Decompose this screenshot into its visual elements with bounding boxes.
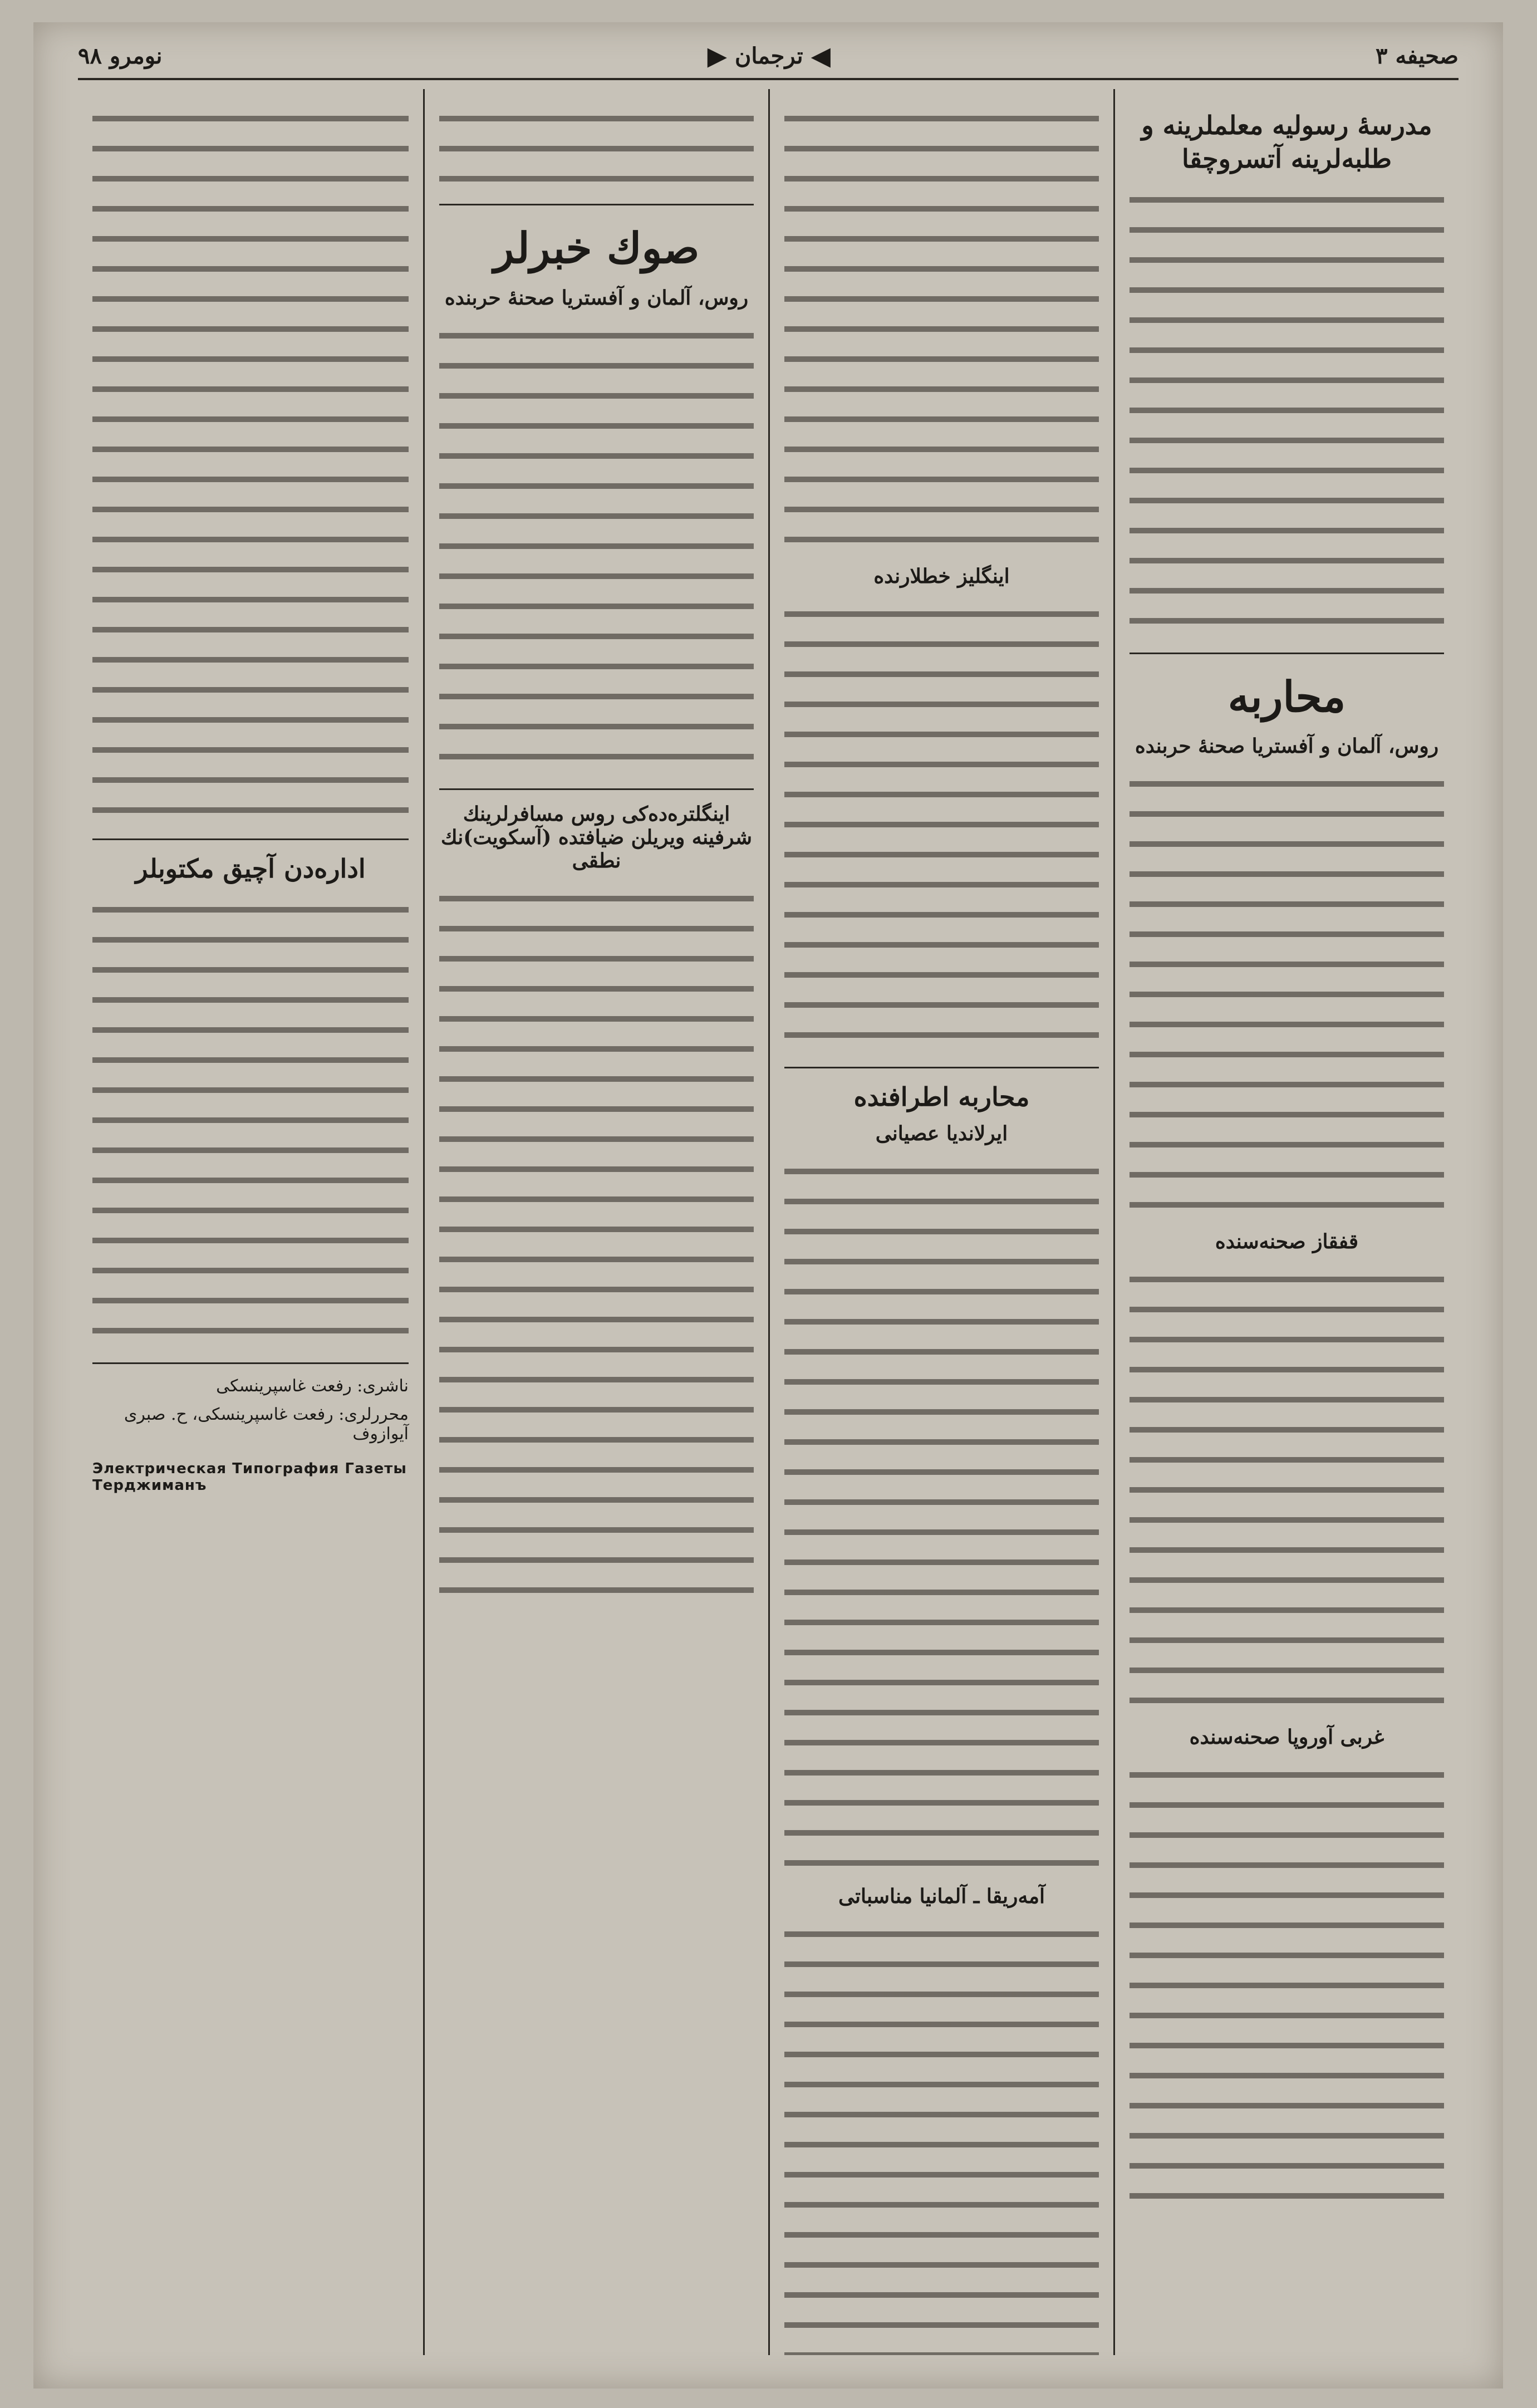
heading-around-war: محاربه اطرافنده — [853, 1082, 1030, 1112]
heading-rasuliye: مدرسهٔ رسولیه معلملرینه و طلبه‌لرینه آتسروچقا — [1141, 110, 1432, 174]
divider — [439, 788, 754, 790]
article-body-front — [1130, 768, 1444, 1224]
article-body-top — [439, 102, 754, 192]
subheading-asquith-speech: اینگلتره‌ده‌کی روس مسافرلرینك شرفینه ویریلن ضیافتده (آسکویت)نك نطقی — [440, 802, 753, 872]
paper-name: ترجمان — [734, 42, 803, 69]
article-body-west-europe — [1130, 1759, 1444, 2215]
page-label: صحیفه ۳ — [1376, 42, 1459, 69]
column-left — [78, 89, 423, 2355]
column-center-left — [423, 89, 768, 2355]
publisher-line: ناشری: رفعت غاسپرینسکی — [216, 1376, 409, 1396]
editors-line: محررلری: رفعت غاسپرینسکی، ح. صبری آیوازوف — [124, 1404, 409, 1444]
divider — [92, 838, 409, 840]
right-arrow-icon: ▶ — [707, 41, 727, 71]
article-body-america-germany — [784, 1918, 1099, 2355]
column-right — [1113, 89, 1459, 2355]
divider — [784, 1067, 1099, 1068]
printer-line: Электрическая Типография Газеты Терджиманъ — [92, 1460, 407, 1494]
article-body-front — [439, 320, 754, 776]
divider — [92, 1362, 409, 1364]
paper-title — [708, 41, 831, 71]
newspaper-page — [33, 22, 1503, 2389]
article-body-asquith-speech — [439, 882, 754, 1606]
subheading-front: روس، آلمان و آفستریا صحنهٔ حربنده — [1135, 734, 1439, 758]
subheading-caucasus: قفقاز صحنه‌سنده — [1215, 1230, 1359, 1254]
article-columns — [78, 89, 1459, 2355]
divider — [439, 204, 754, 205]
heading-open-letters: اداره‌دن آچیق مکتوبلر — [135, 854, 366, 884]
subheading-ireland: ایرلاندیا عصیانی — [875, 1121, 1008, 1145]
left-arrow-icon: ◀ — [811, 41, 831, 71]
subheading-front: روس، آلمان و آفستریا صحنهٔ حربنده — [444, 286, 749, 310]
article-body-top — [784, 102, 1099, 559]
article-body-english-lines — [784, 598, 1099, 1055]
masthead — [78, 33, 1459, 80]
heading-latest-news: صوك خبرلر — [493, 223, 700, 273]
article-body-rasuliye — [1130, 184, 1444, 640]
article-body-open-letters — [92, 894, 409, 1350]
subheading-america-germany: آمه‌ریقا ـ آلمانیا مناسباتی — [838, 1884, 1045, 1908]
article-body-ireland — [784, 1155, 1099, 1879]
article-body-caucasus — [1130, 1263, 1444, 1720]
subheading-english-lines: اینگلیز خطلارنده — [873, 565, 1010, 588]
divider — [1130, 653, 1444, 654]
subheading-west-europe: غربی آوروپا صحنه‌سنده — [1189, 1725, 1384, 1749]
column-center-right — [768, 89, 1113, 2355]
issue-label: نومرو ۹۸ — [78, 42, 163, 69]
heading-war: محاربه — [1227, 671, 1346, 722]
article-body-continued — [92, 102, 409, 826]
